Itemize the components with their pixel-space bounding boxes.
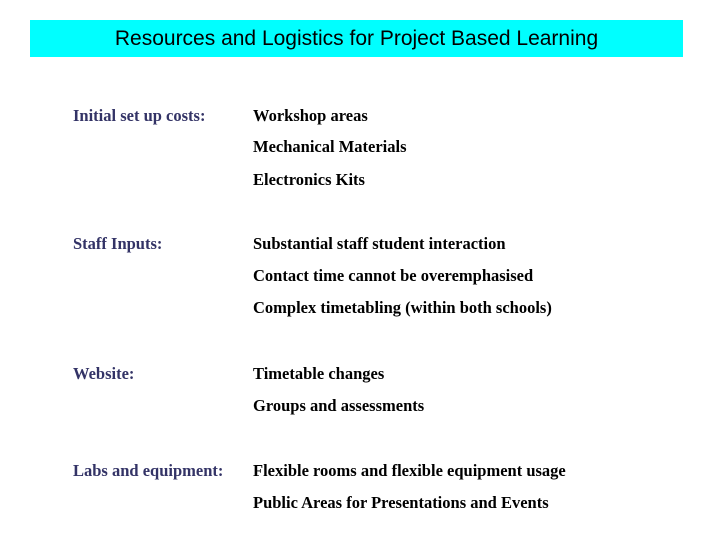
title-bar [30,20,683,57]
list-item: Groups and assessments [253,396,425,415]
list-item: Mechanical Materials [253,137,407,156]
list-item: Substantial staff student interaction [253,234,506,253]
section-label-website: Website: [73,364,135,383]
section-label-labs-equipment: Labs and equipment: [73,461,224,480]
section-label-staff-inputs: Staff Inputs: [73,234,163,253]
list-item: Contact time cannot be overemphasised [253,266,534,285]
list-item: Workshop areas [253,106,368,125]
section-label-initial-costs: Initial set up costs: [73,106,206,125]
list-item: Flexible rooms and flexible equipment usage [253,461,566,480]
list-item: Timetable changes [253,364,385,383]
list-item: Complex timetabling (within both schools) [253,298,552,317]
list-item: Electronics Kits [253,170,365,189]
list-item: Public Areas for Presentations and Events [253,493,549,512]
slide-title: Resources and Logistics for Project Based Learning [114,26,599,50]
